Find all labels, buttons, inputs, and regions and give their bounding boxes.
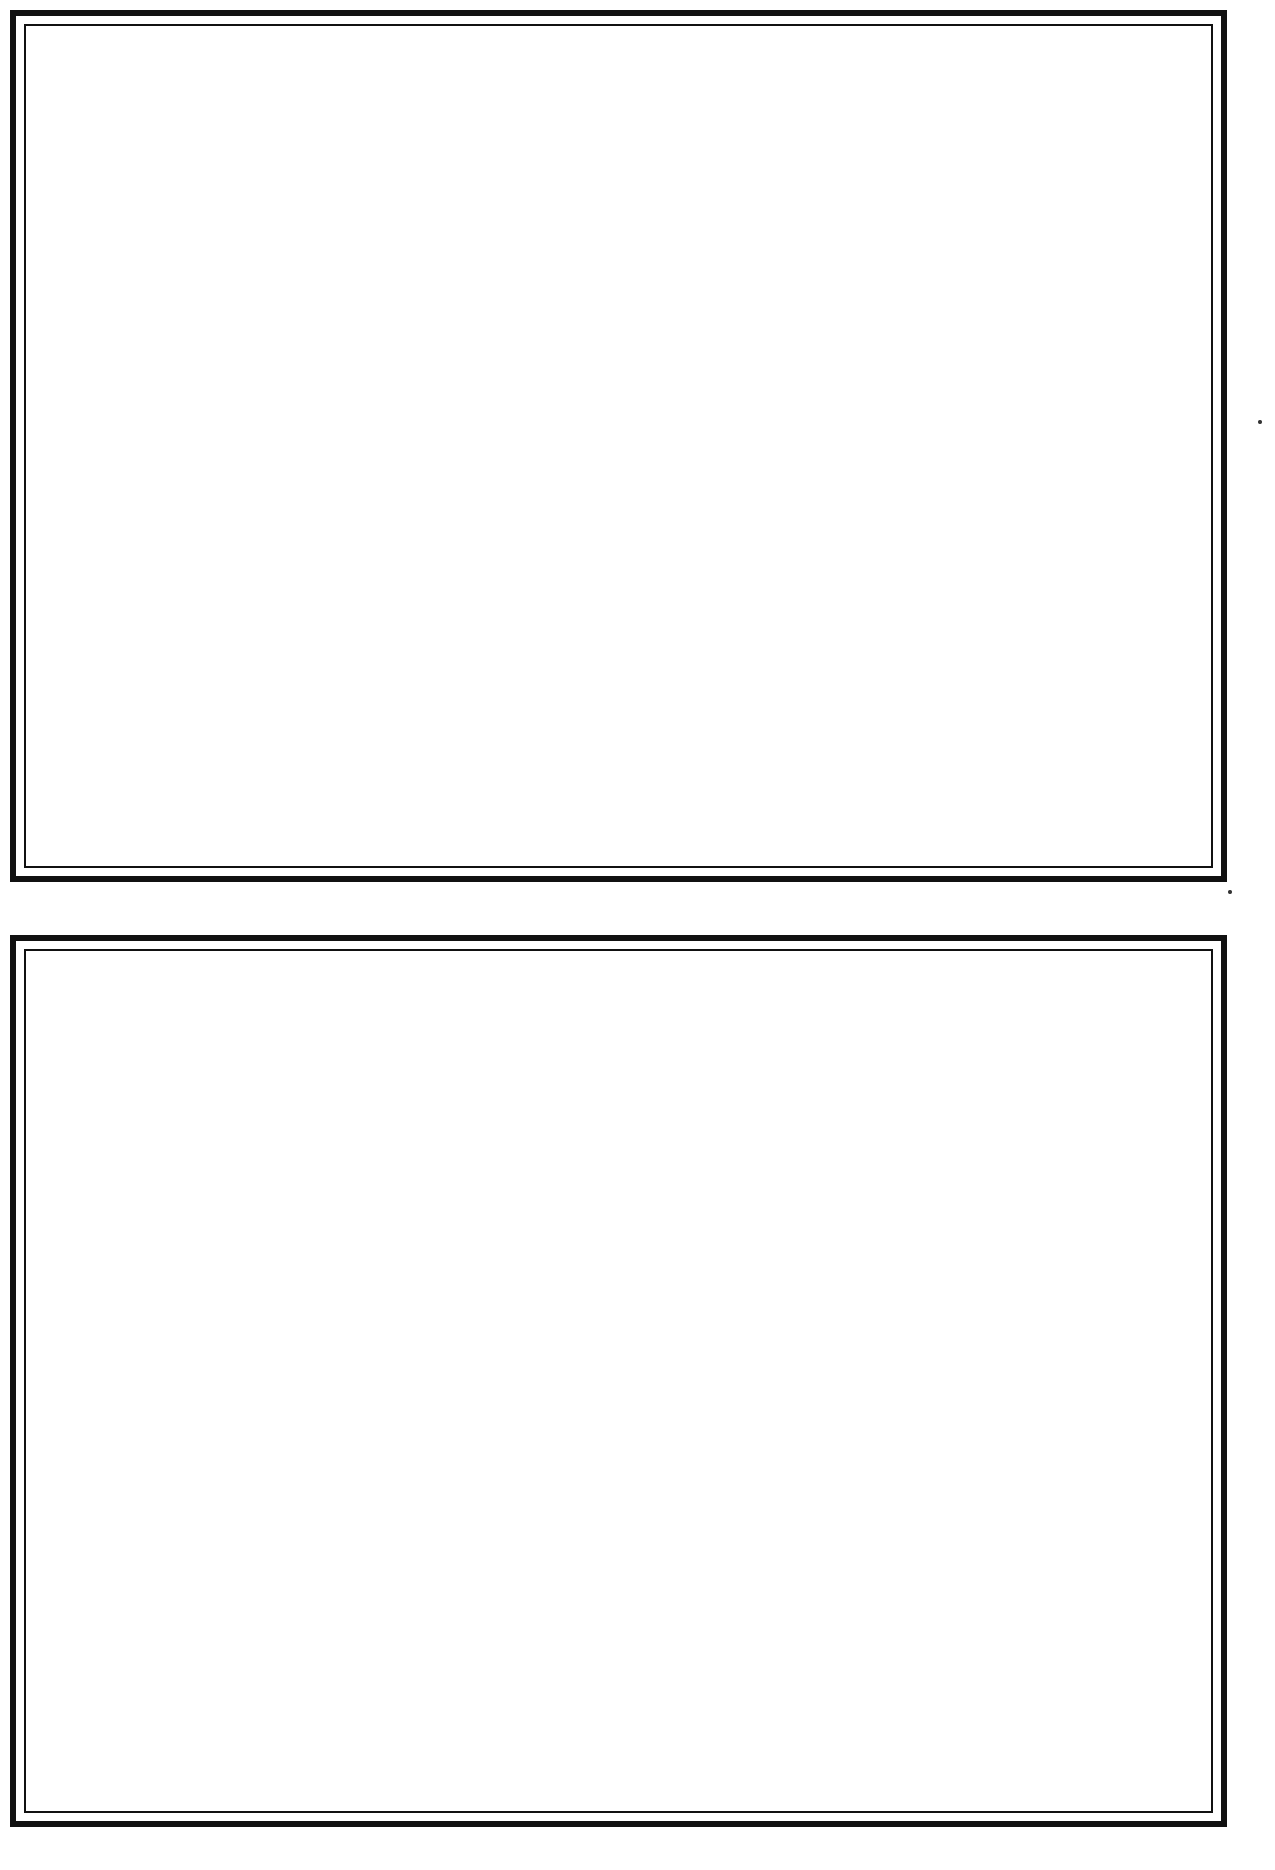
top-page-frame: [24, 24, 1213, 868]
bottom-page: [10, 935, 1227, 1827]
top-page: [10, 10, 1227, 882]
bottom-page-frame: [24, 949, 1213, 1813]
scan-speck: [1258, 420, 1262, 424]
scan-speck: [1228, 890, 1232, 894]
